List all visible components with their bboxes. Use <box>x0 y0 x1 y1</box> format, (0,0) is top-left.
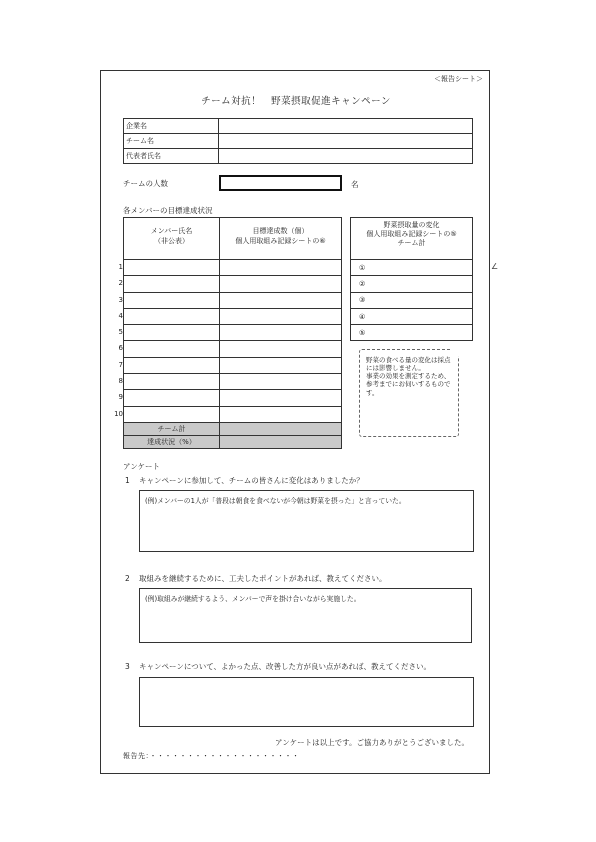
answer-1-field[interactable] <box>139 490 474 552</box>
member-goal-cell[interactable] <box>220 292 342 308</box>
company-info-table <box>123 118 473 164</box>
member-goal-cell[interactable] <box>220 260 342 276</box>
member-goal-cell[interactable] <box>220 390 342 406</box>
answer-2-example: (例)取組みが継続するよう、メンバーで声を掛け合いながら実施した。 <box>145 595 361 603</box>
note-bubble <box>359 349 459 437</box>
intake-change-row <box>351 325 473 341</box>
member-row-number: 10 <box>114 409 123 418</box>
info-label-team: チーム名 <box>124 134 219 149</box>
member-goal-cell[interactable] <box>220 357 342 373</box>
member-row-number: 8 <box>118 377 123 386</box>
member-row <box>124 357 342 373</box>
info-label-company: 企業名 <box>124 119 219 134</box>
members-section-label: 各メンバーの目標達成状況 <box>123 206 213 215</box>
member-name-cell[interactable] <box>124 308 220 324</box>
team-count-field[interactable] <box>219 175 342 191</box>
members-table-header <box>124 218 342 260</box>
member-row <box>124 341 342 357</box>
answer-3-field[interactable] <box>139 677 474 727</box>
member-row-numbers <box>113 259 123 422</box>
intake-change-header-text: 野菜摂取量の変化 個人用取組み記録シートの⑤ チーム計 <box>366 221 457 248</box>
note-text: 野菜の食べる量の変化は採点には影響しません。 事業の効果を測定するため、参考までにお伺いするものです。 <box>366 356 451 397</box>
member-name-cell[interactable] <box>124 292 220 308</box>
intake-change-row <box>351 276 473 292</box>
question-3 <box>125 661 431 672</box>
edge-mark: ∠ <box>491 262 499 271</box>
member-row <box>124 390 342 406</box>
header-member-name <box>124 218 220 260</box>
intake-change-row <box>351 308 473 324</box>
team-total-row <box>124 422 342 435</box>
member-row <box>124 260 342 276</box>
member-name-cell[interactable] <box>124 357 220 373</box>
sheet-tag: ＜報告シート＞ <box>434 75 483 83</box>
team-total-label: チーム計 <box>124 422 220 435</box>
header-goal-count-text: 目標達成数（個） 個人用取組み記録シートの⑥ <box>235 227 326 245</box>
note-fold-corner <box>451 349 459 357</box>
survey-heading: アンケート <box>123 462 161 471</box>
member-row <box>124 308 342 324</box>
member-name-cell[interactable] <box>124 406 220 422</box>
member-goal-cell[interactable] <box>220 276 342 292</box>
company-name-field[interactable] <box>219 119 473 134</box>
intake-change-cell[interactable]: ⑤ <box>351 325 473 341</box>
member-goal-cell[interactable] <box>220 374 342 390</box>
intake-change-header-cell <box>351 218 473 260</box>
question-1-text: キャンペーンに参加して、チームの皆さんに変化はありましたか？ <box>139 476 364 485</box>
info-row-team <box>124 134 473 149</box>
member-row <box>124 325 342 341</box>
member-name-cell[interactable] <box>124 390 220 406</box>
question-3-text: キャンペーンについて、よかった点、改善した方が良い点があれば、教えてください。 <box>139 662 432 671</box>
intake-change-table <box>350 217 473 341</box>
intake-change-cell[interactable]: ④ <box>351 308 473 324</box>
member-row-number: 1 <box>118 263 123 271</box>
member-name-cell[interactable] <box>124 374 220 390</box>
team-count-unit: 名 <box>351 180 359 189</box>
member-row <box>124 374 342 390</box>
answer-2-field[interactable] <box>139 588 472 643</box>
intake-change-row <box>351 260 473 276</box>
question-3-number: 3 <box>125 662 130 671</box>
member-row-number: 3 <box>118 295 123 304</box>
representative-name-field[interactable] <box>219 149 473 164</box>
intake-change-cell[interactable]: ② <box>351 276 473 292</box>
member-row <box>124 276 342 292</box>
info-label-representative: 代表者氏名 <box>124 149 219 164</box>
intake-change-cell[interactable]: ③ <box>351 292 473 308</box>
achievement-rate-value <box>220 435 342 448</box>
member-name-cell[interactable] <box>124 276 220 292</box>
member-row-number: 9 <box>118 393 123 402</box>
achievement-rate-row <box>124 435 342 448</box>
member-name-cell[interactable] <box>124 260 220 276</box>
info-row-representative <box>124 149 473 164</box>
achievement-rate-label: 達成状況（%） <box>124 435 220 448</box>
answer-1-example: (例)メンバーの1人が「普段は朝食を食べないが今朝は野菜を摂った」と言っていた。 <box>145 497 406 505</box>
closing-message: アンケートは以上です。ご協力ありがとうございました。 <box>275 738 469 747</box>
question-2-number: 2 <box>125 574 130 583</box>
page-title: チーム対抗！ 野菜摂取促進キャンペーン <box>201 96 391 107</box>
member-row-number: 4 <box>118 311 123 320</box>
member-row-number: 7 <box>118 360 123 369</box>
member-goal-cell[interactable] <box>220 406 342 422</box>
report-sheet <box>100 70 490 774</box>
member-row <box>124 292 342 308</box>
question-1 <box>125 475 364 486</box>
intake-change-cell[interactable]: ① <box>351 260 473 276</box>
member-row-number: 2 <box>118 279 123 288</box>
question-1-number: 1 <box>125 476 130 485</box>
member-row-number: 6 <box>118 344 123 353</box>
intake-change-row <box>351 292 473 308</box>
intake-change-header <box>351 218 473 260</box>
member-name-cell[interactable] <box>124 325 220 341</box>
member-row-number: 5 <box>118 328 123 337</box>
member-goal-cell[interactable] <box>220 341 342 357</box>
member-name-cell[interactable] <box>124 341 220 357</box>
team-count-label: チームの人数 <box>123 179 168 188</box>
member-goal-cell[interactable] <box>220 325 342 341</box>
report-destination: 報告先：・・・・・・・・・・・・・・・・・・・・ <box>123 752 300 760</box>
team-total-value <box>220 422 342 435</box>
header-member-name-text: メンバー氏名 （非公表） <box>150 227 193 245</box>
team-name-field[interactable] <box>219 134 473 149</box>
question-2 <box>125 573 387 584</box>
question-2-text: 取組みを継続するために、工夫したポイントがあれば、教えてください。 <box>139 574 387 583</box>
members-table <box>123 217 342 449</box>
info-row-company <box>124 119 473 134</box>
header-goal-count <box>220 218 342 260</box>
member-goal-cell[interactable] <box>220 308 342 324</box>
member-row <box>124 406 342 422</box>
